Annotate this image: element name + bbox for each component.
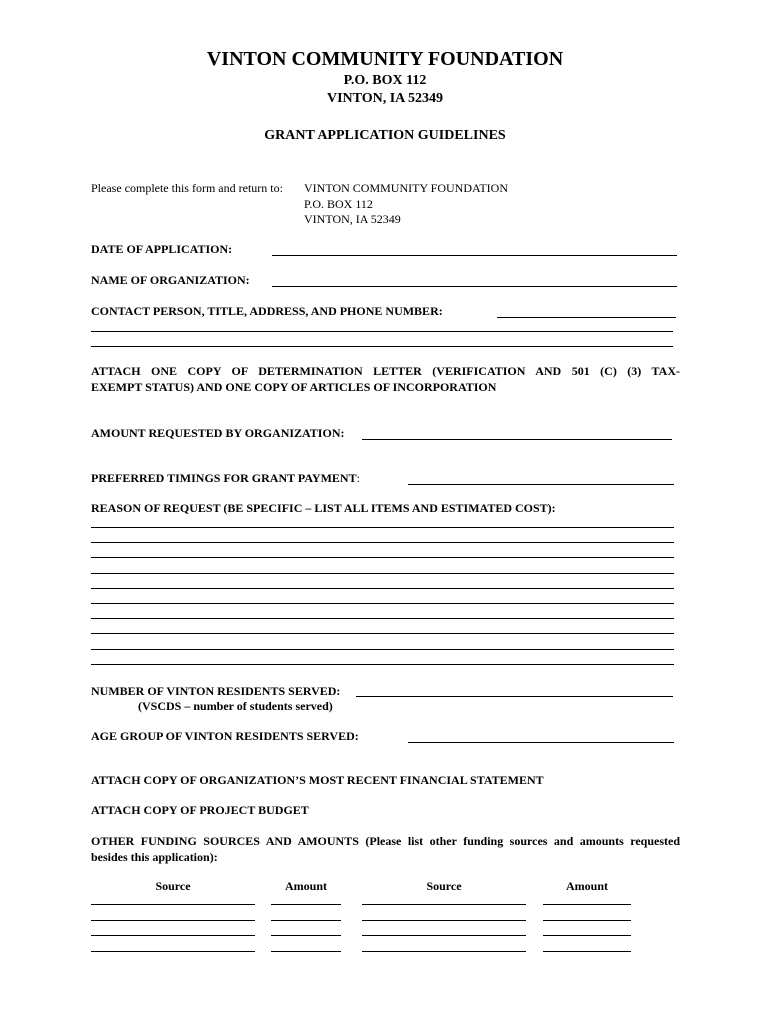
other-funding-line2: besides this application):	[91, 850, 218, 864]
attach-determination-line2: EXEMPT STATUS) AND ONE COPY OF ARTICLES OF INCORPORATION	[91, 380, 497, 394]
reason-field-line[interactable]	[91, 649, 674, 650]
return-to-line3: VINTON, IA 52349	[304, 212, 401, 226]
residents-served-note: (VSCDS – number of students served)	[138, 699, 333, 713]
reason-label: REASON OF REQUEST (BE SPECIFIC – LIST ALL ITEMS AND ESTIMATED COST):	[91, 501, 556, 515]
organization-label: NAME OF ORGANIZATION:	[91, 273, 250, 287]
reason-field-line[interactable]	[91, 527, 674, 528]
funding-source-field[interactable]	[362, 951, 526, 952]
amount-requested-label: AMOUNT REQUESTED BY ORGANIZATION:	[91, 426, 345, 440]
funding-source-field[interactable]	[91, 935, 255, 936]
reason-field-line[interactable]	[91, 618, 674, 619]
funding-amount-field[interactable]	[271, 920, 341, 921]
contact-label: CONTACT PERSON, TITLE, ADDRESS, AND PHONE NUMBER:	[91, 304, 443, 318]
foundation-address-line1: P.O. BOX 112	[343, 73, 427, 88]
reason-field-line[interactable]	[91, 542, 674, 543]
funding-source-field[interactable]	[91, 920, 255, 921]
contact-field-line3[interactable]	[91, 346, 673, 347]
funding-amount-field[interactable]	[271, 935, 341, 936]
other-funding-line1: OTHER FUNDING SOURCES AND AMOUNTS (Please list other funding sources and amounts requested	[91, 834, 680, 848]
funding-header-source-2: Source	[426, 879, 462, 893]
return-to-line2: P.O. BOX 112	[304, 197, 373, 211]
attach-project-budget: ATTACH COPY OF PROJECT BUDGET	[91, 803, 309, 817]
funding-header-amount-2: Amount	[565, 879, 608, 893]
document-title: GRANT APPLICATION GUIDELINES	[264, 128, 506, 143]
funding-amount-field[interactable]	[543, 920, 631, 921]
contact-field-line2[interactable]	[91, 331, 673, 332]
timings-label: PREFERRED TIMINGS FOR GRANT PAYMENT	[91, 471, 357, 485]
funding-source-field[interactable]	[91, 951, 255, 952]
reason-field-line[interactable]	[91, 557, 674, 558]
funding-header-source-1: Source	[155, 879, 191, 893]
funding-source-field[interactable]	[362, 920, 526, 921]
timings-field[interactable]	[408, 484, 674, 485]
funding-amount-field[interactable]	[543, 935, 631, 936]
residents-served-label: NUMBER OF VINTON RESIDENTS SERVED:	[91, 684, 341, 698]
funding-header-amount-1: Amount	[284, 879, 327, 893]
funding-source-field[interactable]	[362, 935, 526, 936]
attach-financial-statement: ATTACH COPY OF ORGANIZATION’S MOST RECENT FINANCIAL STATEMENT	[91, 773, 544, 787]
contact-field[interactable]	[497, 317, 676, 318]
age-group-field[interactable]	[408, 742, 674, 743]
foundation-title: VINTON COMMUNITY FOUNDATION	[206, 48, 564, 70]
attach-determination-line1: ATTACH ONE COPY OF DETERMINATION LETTER (VERIFICATION AND 501 (C) (3) TAX-	[91, 364, 680, 378]
funding-amount-field[interactable]	[543, 904, 631, 905]
reason-field-line[interactable]	[91, 664, 674, 665]
return-to-line1: VINTON COMMUNITY FOUNDATION	[304, 181, 508, 195]
reason-field-line[interactable]	[91, 603, 674, 604]
timings-colon: :	[356, 471, 360, 485]
organization-field[interactable]	[272, 286, 677, 287]
reason-field-line[interactable]	[91, 633, 674, 634]
amount-requested-field[interactable]	[362, 439, 672, 440]
residents-served-field[interactable]	[356, 696, 673, 697]
date-label: DATE OF APPLICATION:	[91, 242, 233, 256]
return-to-prefix: Please complete this form and return to:	[91, 181, 283, 195]
funding-source-field[interactable]	[91, 904, 255, 905]
date-field[interactable]	[272, 255, 677, 256]
foundation-address-line2: VINTON, IA 52349	[326, 91, 444, 106]
reason-field-line[interactable]	[91, 588, 674, 589]
funding-amount-field[interactable]	[543, 951, 631, 952]
funding-source-field[interactable]	[362, 904, 526, 905]
reason-field-line[interactable]	[91, 573, 674, 574]
funding-amount-field[interactable]	[271, 904, 341, 905]
funding-amount-field[interactable]	[271, 951, 341, 952]
age-group-label: AGE GROUP OF VINTON RESIDENTS SERVED:	[91, 729, 359, 743]
